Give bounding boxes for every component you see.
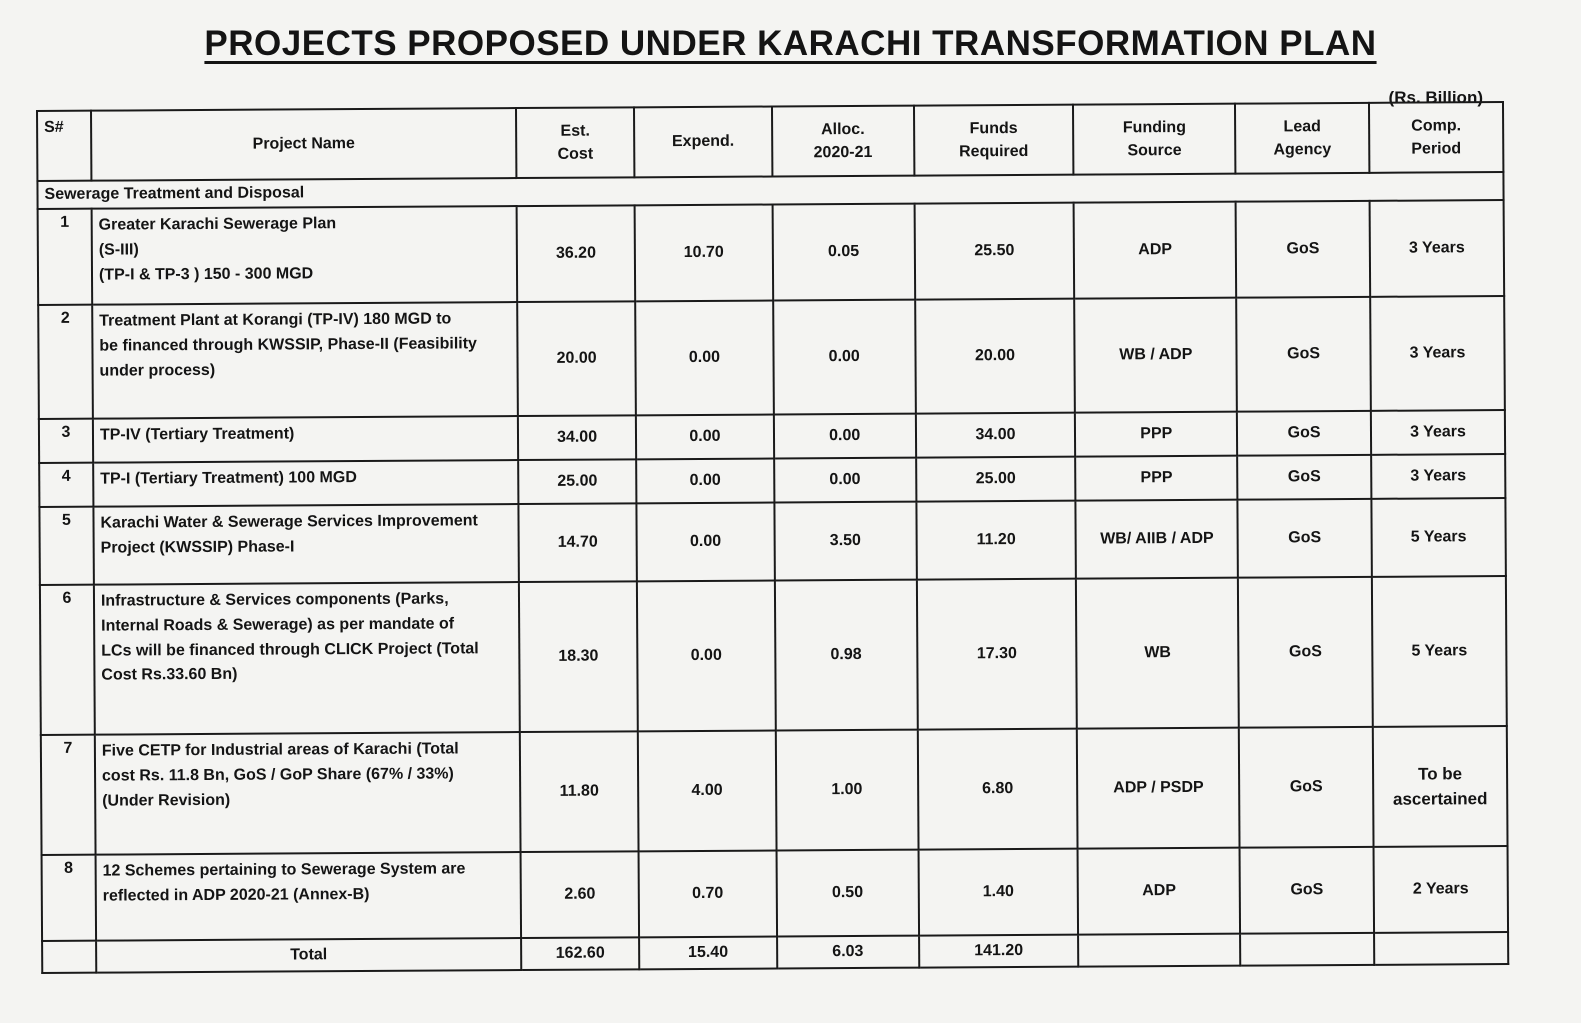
cell-expend: 10.70 — [635, 205, 773, 302]
total-comp-period — [1374, 932, 1508, 965]
cell-sn: 5 — [39, 507, 93, 585]
cell-expend: 4.00 — [638, 730, 777, 851]
cell-expend: 0.00 — [635, 301, 774, 416]
cell-expend: 0.00 — [637, 580, 776, 731]
document-title: PROJECTS PROPOSED UNDER KARACHI TRANSFORMATION PLAN — [204, 24, 1377, 63]
cell-lead-agency: GoS — [1238, 499, 1372, 578]
cell-alloc: 0.98 — [775, 580, 918, 731]
total-label: Total — [96, 938, 521, 973]
cell-lead-agency: GoS — [1240, 847, 1374, 934]
cell-funds-required: 20.00 — [915, 299, 1075, 414]
cell-project-name: Infrastructure & Services components (Parks, Internal Roads & Sewerage) as per mandate of LCs will be financed through CLICK Project (Total Cost Rs.33.60 Bn) — [94, 582, 520, 735]
cell-lead-agency: GoS — [1239, 727, 1374, 848]
cell-comp-period: 3 Years — [1370, 296, 1505, 411]
cell-est-cost: 25.00 — [518, 459, 636, 504]
cell-expend: 0.00 — [636, 502, 774, 581]
cell-funding-source: ADP — [1078, 848, 1240, 935]
cell-alloc: 3.50 — [774, 502, 916, 581]
cell-project-name: 12 Schemes pertaining to Sewerage System are reflected in ADP 2020-21 (Annex-B) — [95, 852, 521, 941]
cell-funds-required: 1.40 — [918, 849, 1078, 936]
cell-sn: 4 — [39, 463, 93, 507]
total-alloc: 6.03 — [777, 936, 919, 969]
cell-comp-period: 3 Years — [1371, 454, 1505, 499]
cell-est-cost: 36.20 — [517, 205, 635, 302]
table-row — [40, 576, 1507, 735]
cell-project-name: Treatment Plant at Korangi (TP-IV) 180 MGD to be financed through KWSSIP, Phase-II (Feasibility under process) — [92, 302, 518, 419]
total-expend: 15.40 — [639, 936, 777, 969]
cell-sn: 8 — [42, 855, 96, 941]
cell-funding-source: PPP — [1076, 456, 1238, 501]
cell-alloc: 0.05 — [772, 204, 914, 301]
table-row — [42, 846, 1508, 941]
cell-comp-period: 2 Years — [1374, 846, 1509, 933]
cell-funding-source: ADP — [1074, 202, 1236, 299]
cell-comp-period: 5 Years — [1371, 498, 1505, 577]
table-row — [38, 296, 1505, 419]
cell-funds-required: 17.30 — [916, 579, 1077, 730]
cell-sn: 6 — [40, 585, 95, 735]
cell-est-cost: 11.80 — [520, 731, 639, 852]
cell-est-cost: 20.00 — [517, 301, 636, 416]
projects-table — [36, 101, 1509, 974]
cell-sn: 1 — [38, 209, 93, 305]
cell-funding-source: PPP — [1075, 412, 1237, 457]
cell-comp-period: 3 Years — [1370, 200, 1505, 297]
table-row — [39, 498, 1505, 585]
cell-expend: 0.00 — [636, 458, 774, 503]
cell-alloc: 1.00 — [776, 730, 919, 851]
header-comp-period: Comp. Period — [1369, 102, 1503, 173]
total-funding-source — [1078, 934, 1240, 967]
cell-funds-required: 34.00 — [915, 413, 1075, 458]
cell-funding-source: ADP / PSDP — [1077, 728, 1240, 849]
cell-sn: 7 — [41, 735, 96, 855]
cell-project-name: TP-IV (Tertiary Treatment) — [93, 416, 518, 463]
header-funds-required: Funds Required — [914, 105, 1074, 176]
cell-est-cost: 14.70 — [519, 503, 637, 582]
header-alloc: Alloc. 2020-21 — [772, 106, 914, 177]
cell-project-name: Karachi Water & Sewerage Services Improvement Project (KWSSIP) Phase-I — [93, 504, 519, 585]
cell-sn: 2 — [38, 305, 93, 419]
cell-funding-source: WB / ADP — [1075, 298, 1237, 413]
header-lead-agency: Lead Agency — [1235, 103, 1369, 174]
header-row — [37, 102, 1503, 181]
cell-lead-agency: GoS — [1236, 201, 1370, 298]
total-lead-agency — [1240, 933, 1374, 966]
header-expend: Expend. — [634, 107, 772, 178]
cell-sn: 3 — [39, 419, 93, 463]
cell-funds-required: 6.80 — [917, 729, 1078, 850]
total-est-cost: 162.60 — [521, 937, 639, 970]
cell-est-cost: 18.30 — [519, 581, 638, 732]
cell-lead-agency: GoS — [1237, 411, 1371, 456]
cell-est-cost: 34.00 — [518, 415, 636, 460]
units-label: (Rs. Billion) — [1388, 88, 1483, 107]
cell-project-name: Greater Karachi Sewerage Plan (S-III) (TP-I & TP-3 ) 150 - 300 MGD — [92, 206, 518, 305]
header-funding-source: Funding Source — [1073, 104, 1235, 175]
cell-funding-source: WB/ AIIB / ADP — [1076, 500, 1238, 579]
table-row — [38, 200, 1505, 305]
cell-expend: 0.00 — [636, 414, 774, 459]
cell-alloc: 0.00 — [774, 458, 916, 503]
header-sn: S# — [37, 111, 91, 181]
cell-project-name: TP-I (Tertiary Treatment) 100 MGD — [93, 460, 518, 507]
section-title: Sewerage Treatment and Disposal — [37, 172, 1503, 209]
cell-funds-required: 25.50 — [914, 203, 1074, 300]
cell-comp-period: To be ascertained — [1373, 726, 1508, 847]
cell-comp-period: 5 Years — [1372, 576, 1507, 727]
cell-expend: 0.70 — [639, 850, 777, 937]
cell-lead-agency: GoS — [1238, 577, 1373, 728]
header-est-cost: Est. Cost — [516, 107, 634, 178]
cell-comp-period: 3 Years — [1371, 410, 1505, 455]
header-project-name: Project Name — [91, 108, 517, 181]
cell-lead-agency: GoS — [1237, 455, 1371, 500]
cell-funds-required: 25.00 — [916, 457, 1076, 502]
cell-alloc: 0.00 — [773, 300, 915, 415]
cell-alloc: 0.50 — [776, 850, 918, 937]
cell-alloc: 0.00 — [774, 414, 916, 459]
cell-est-cost: 2.60 — [521, 851, 639, 938]
cell-sn — [42, 941, 96, 973]
cell-funds-required: 11.20 — [916, 501, 1076, 580]
cell-funding-source: WB — [1076, 578, 1239, 729]
cell-lead-agency: GoS — [1236, 297, 1371, 412]
total-funds-required: 141.20 — [919, 935, 1079, 968]
table-row — [41, 726, 1508, 855]
cell-project-name: Five CETP for Industrial areas of Karachi (Total cost Rs. 11.8 Bn, GoS / GoP Share (67% / 33%) (Under Revision) — [95, 732, 521, 855]
